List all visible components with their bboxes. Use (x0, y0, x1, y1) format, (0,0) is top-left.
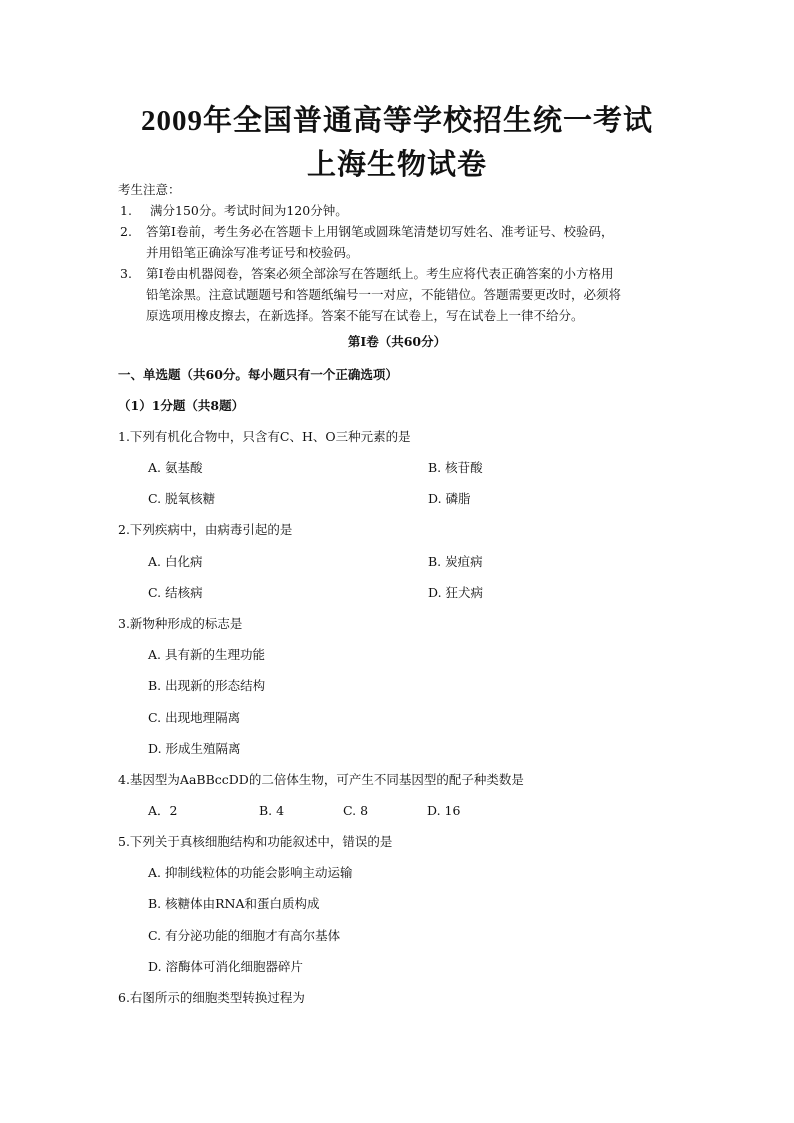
question-stem: 5.下列关于真核细胞结构和功能叙述中，错误的是 (118, 834, 393, 849)
option-c: C. 结核病 (148, 585, 203, 600)
question-stem: 6.右图所示的细胞类型转换过程为 (118, 990, 305, 1005)
notice-item-number: 1. (120, 203, 132, 218)
section-title: 第Ⅰ卷（共60分） (347, 334, 447, 349)
option-d: D. 形成生殖隔离 (148, 741, 241, 756)
notice-header: 考生注意： (118, 182, 181, 197)
option-b: B. 核糖体由RNA和蛋白质构成 (148, 896, 320, 911)
part-title: 一、单选题（共60分。每小题只有一个正确选项） (118, 367, 398, 382)
notice-item-text: 答第Ⅰ卷前，考生务必在答题卡上用钢笔或圆珠笔清楚切写姓名、准考证号、校验码， (146, 224, 614, 239)
option-c: C. 出现地理隔离 (148, 710, 241, 725)
option-d: D. 磷脂 (428, 491, 471, 506)
exam-subtitle: 上海生物试卷 (306, 149, 487, 181)
option-d: D. 溶酶体可消化细胞器碎片 (148, 959, 304, 974)
question-stem: 4.基因型为AaBBccDD的二倍体生物，可产生不同基因型的配子种类数是 (118, 772, 524, 787)
option-d: D. 狂犬病 (428, 585, 484, 600)
option-a: A. 抑制线粒体的功能会影响主动运输 (148, 865, 353, 880)
option-d: D. 16 (427, 803, 461, 818)
notice-item-number: 2. (120, 224, 132, 239)
option-b: B. 4 (259, 803, 285, 818)
option-b: B. 炭疽病 (428, 554, 483, 569)
question-stem: 1.下列有机化合物中，只含有C、H、O三种元素的是 (118, 429, 411, 444)
notice-item-text: 第Ⅰ卷由机器阅卷，答案必须全部涂写在答题纸上。考生应将代表正确答案的小方格用 (146, 266, 614, 281)
option-a: A. 具有新的生理功能 (148, 647, 265, 662)
option-a: A. 白化病 (148, 554, 203, 569)
notice-item-text: 铅笔涂黑。注意试题题号和答题纸编号一一对应，不能错位。答题需要更改时，必须将 (146, 287, 622, 302)
option-a: A. 氨基酸 (148, 460, 203, 475)
option-c: C. 脱氧核糖 (148, 491, 216, 506)
option-c: C. 8 (343, 803, 369, 818)
subpart-title: （1）1分题（共8题） (118, 398, 245, 413)
notice-item-text: 满分150分。考试时间为120分钟。 (150, 203, 348, 218)
question-stem: 2.下列疾病中，由病毒引起的是 (118, 522, 293, 537)
notice-item-number: 3. (120, 266, 132, 281)
notice-item-text: 原选项用橡皮擦去，在新选择。答案不能写在试卷上，写在试卷上一律不给分。 (146, 308, 584, 323)
question-stem: 3.新物种形成的标志是 (118, 616, 243, 631)
option-b: B. 核苷酸 (428, 460, 483, 475)
exam-title: 2009年全国普通高等学校招生统一考试 (140, 105, 653, 137)
option-a: A．2 (148, 803, 178, 818)
option-c: C. 有分泌功能的细胞才有高尔基体 (148, 928, 341, 943)
notice-item-text: 并用铅笔正确涂写准考证号和校验码。 (146, 245, 359, 260)
option-b: B. 出现新的形态结构 (148, 678, 266, 693)
